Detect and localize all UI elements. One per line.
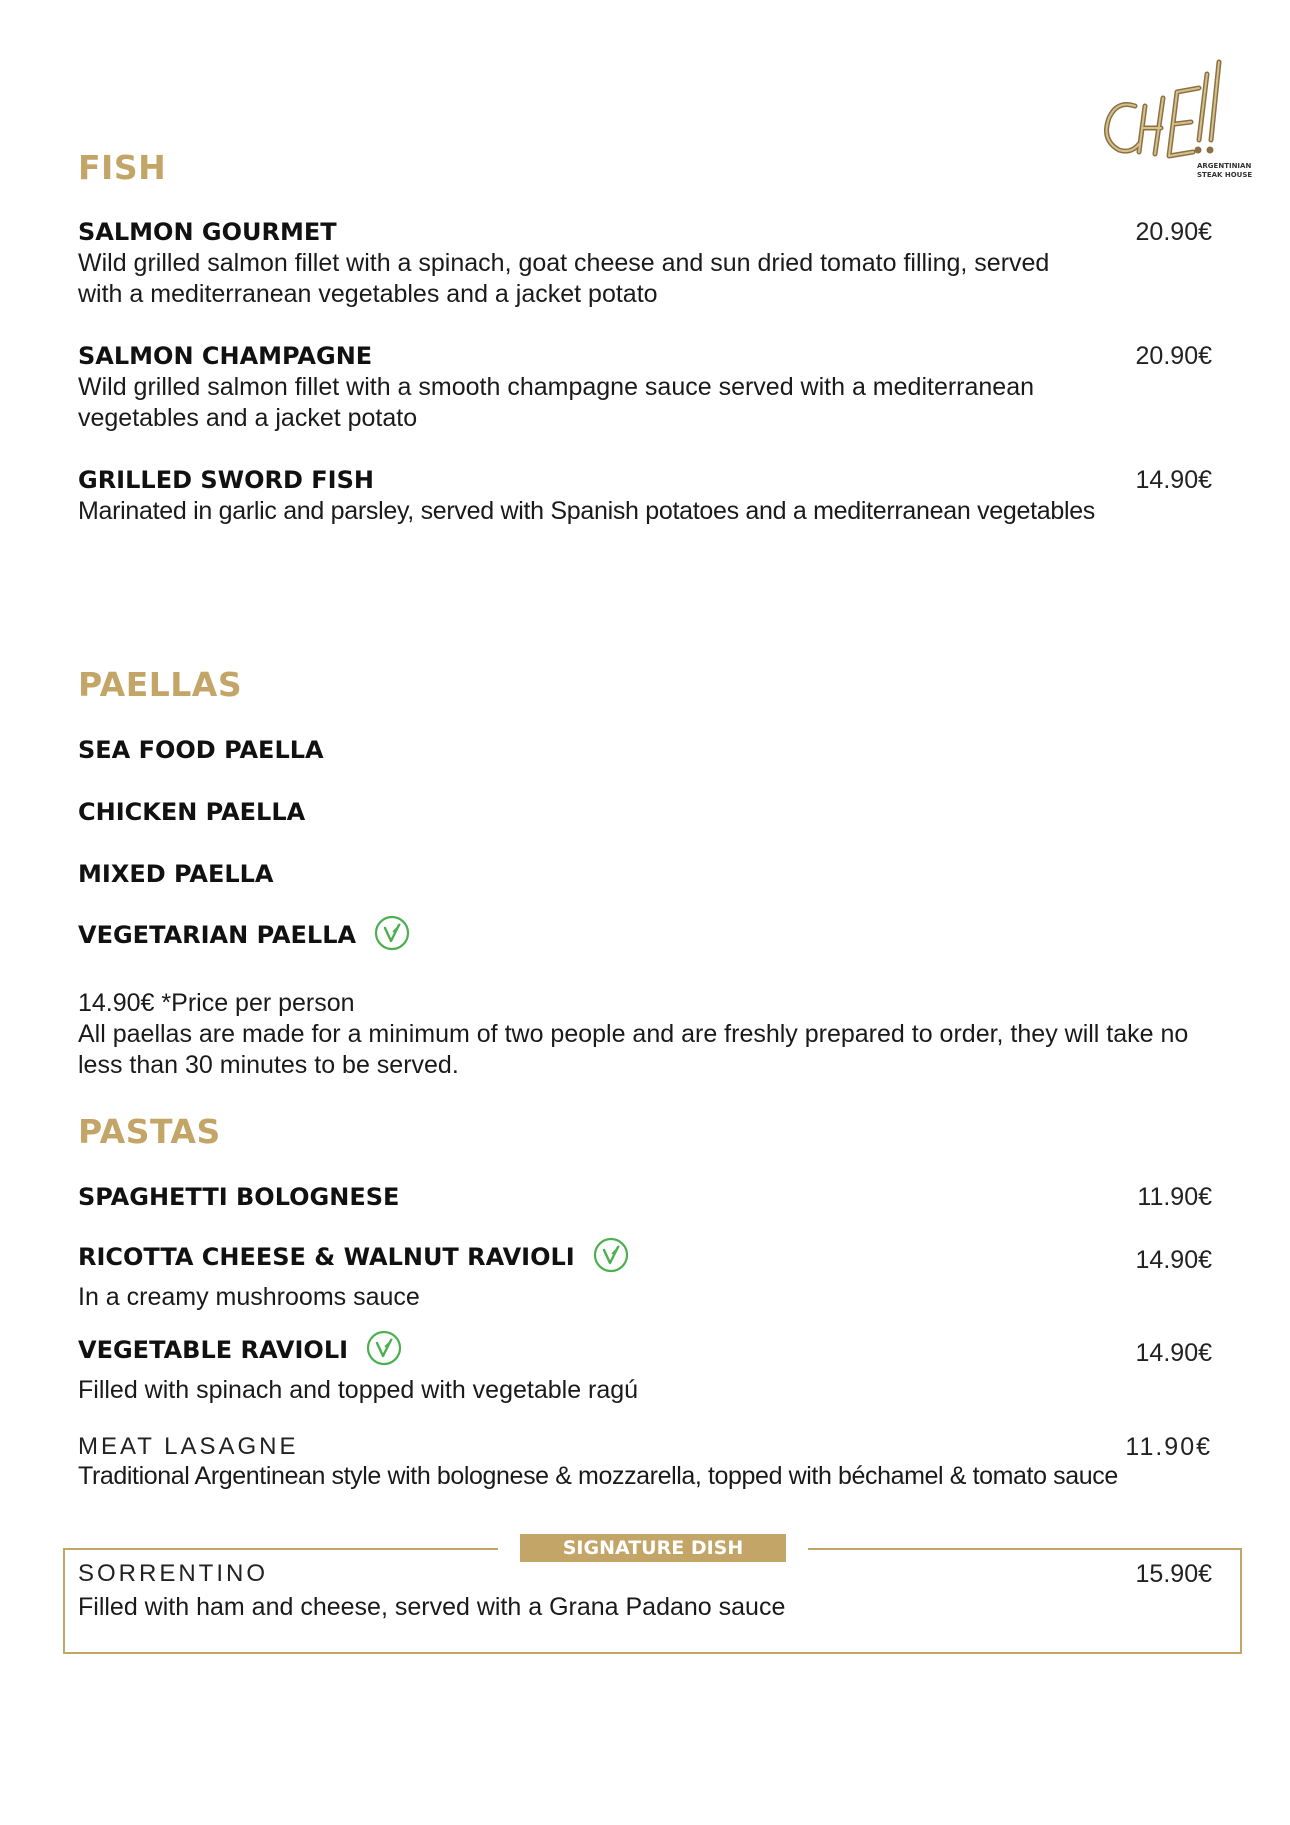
item-name-row xyxy=(78,1240,629,1276)
logo-tagline-2: STEAK HOUSE xyxy=(1197,171,1253,179)
menu-item-sea-food-paella: SEA FOOD PAELLA xyxy=(78,736,324,764)
box-border-gap xyxy=(498,1540,520,1554)
menu-item-chicken-paella: CHICKEN PAELLA xyxy=(78,798,306,826)
section-title-pastas: PASTAS xyxy=(78,1112,221,1151)
item-description xyxy=(78,496,1218,527)
desc-line: vegetables and a jacket potato xyxy=(78,404,418,432)
paella-info-note xyxy=(78,1019,1228,1081)
item-price: 14.90€ xyxy=(1135,466,1212,494)
note-line: All paellas are made for a minimum of two people and are freshly prepared to order, they will take no xyxy=(78,1020,1189,1048)
vegetarian-icon xyxy=(374,915,410,951)
note-line: less than 30 minutes to be served. xyxy=(78,1051,459,1079)
item-price: 11.90€ xyxy=(1137,1183,1212,1211)
vegetarian-icon xyxy=(593,1237,629,1273)
item-name: GRILLED SWORD FISH xyxy=(78,466,374,494)
item-price: 14.90€ xyxy=(1135,1339,1212,1367)
item-description xyxy=(78,372,1118,434)
item-price: 15.90€ xyxy=(1135,1560,1212,1588)
desc-line: Wild grilled salmon fillet with a smooth champagne sauce served with a mediterranean xyxy=(78,373,1035,401)
section-title-fish: FISH xyxy=(78,148,167,187)
item-name: VEGETABLE RAVIOLI xyxy=(78,1336,349,1364)
restaurant-logo xyxy=(1095,48,1255,188)
logo-tagline-1: ARGENTINIAN xyxy=(1197,162,1252,170)
box-border-gap xyxy=(786,1540,808,1554)
item-description: Traditional Argentinean style with bolognese & mozzarella, topped with béchamel & tomato sauce xyxy=(78,1462,1118,1490)
item-name: RICOTTA CHEESE & WALNUT RAVIOLI xyxy=(78,1243,575,1271)
item-price: 11.90€ xyxy=(1125,1433,1212,1461)
item-name: SPAGHETTI BOLOGNESE xyxy=(78,1183,400,1211)
che-logo-icon xyxy=(1095,48,1255,188)
item-description xyxy=(78,248,1118,310)
desc-line: Marinated in garlic and parsley, served with Spanish potatoes and a mediterranean vegetables xyxy=(78,497,1096,525)
item-name: MEAT LASAGNE xyxy=(78,1433,299,1460)
item-name: SALMON CHAMPAGNE xyxy=(78,342,373,370)
item-description: In a creamy mushrooms sauce xyxy=(78,1283,420,1311)
item-name-row xyxy=(78,1333,402,1369)
item-description: Filled with ham and cheese, served with a Grana Padano sauce xyxy=(78,1593,786,1621)
item-description: Filled with spinach and topped with vegetable ragú xyxy=(78,1376,639,1404)
item-price: 20.90€ xyxy=(1135,342,1212,370)
item-price: 20.90€ xyxy=(1135,218,1212,246)
menu-item-mixed-paella: MIXED PAELLA xyxy=(78,860,274,888)
desc-line: with a mediterranean vegetables and a jacket potato xyxy=(78,280,658,308)
signature-dish-label: SIGNATURE DISH xyxy=(520,1534,786,1562)
item-name: VEGETARIAN PAELLA xyxy=(78,921,357,949)
section-title-paellas: PAELLAS xyxy=(78,665,243,704)
item-price: 14.90€ xyxy=(1135,1246,1212,1274)
vegetarian-icon xyxy=(366,1330,402,1366)
item-name: SALMON GOURMET xyxy=(78,218,337,246)
paella-price-note: 14.90€ *Price per person xyxy=(78,989,355,1017)
menu-item-vegetarian-paella xyxy=(78,918,410,954)
desc-line: Wild grilled salmon fillet with a spinach, goat cheese and sun dried tomato filling, served xyxy=(78,249,1050,277)
item-name: SORRENTINO xyxy=(78,1560,269,1587)
